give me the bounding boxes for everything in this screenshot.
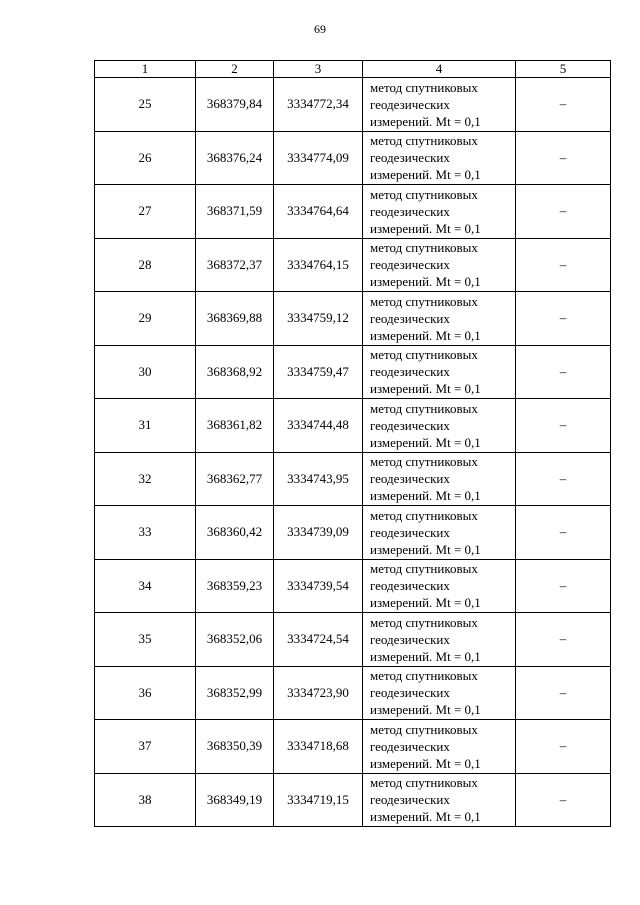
point-number-cell: 33 <box>95 506 196 560</box>
y-coordinate-cell: 3334774,09 <box>274 131 363 185</box>
y-coordinate-cell: 3334759,47 <box>274 345 363 399</box>
point-number-cell: 26 <box>95 131 196 185</box>
method-line: измерений. Mt = 0,1 <box>370 809 481 825</box>
page-number: 69 <box>314 22 326 36</box>
x-coordinate-cell: 368352,06 <box>196 613 274 667</box>
method-line: измерений. Mt = 0,1 <box>370 541 481 557</box>
note-cell: – <box>516 345 611 399</box>
point-number-cell: 36 <box>95 666 196 720</box>
note-cell: – <box>516 78 611 132</box>
table-row <box>95 506 611 560</box>
method-line: метод спутниковых <box>370 293 478 309</box>
x-coordinate-cell: 368371,59 <box>196 185 274 239</box>
method-line: геодезических <box>370 471 450 487</box>
table-body <box>95 78 611 827</box>
method-line: измерений. Mt = 0,1 <box>370 648 481 664</box>
method-line: метод спутниковых <box>370 507 478 523</box>
point-number-cell: 37 <box>95 720 196 774</box>
method-line: метод спутниковых <box>370 614 478 630</box>
table-row <box>95 78 611 132</box>
y-coordinate-cell: 3334724,54 <box>274 613 363 667</box>
table-row <box>95 185 611 239</box>
method-line: геодезических <box>370 257 450 273</box>
method-line: геодезических <box>370 310 450 326</box>
method-cell <box>363 666 516 720</box>
method-line: метод спутниковых <box>370 775 478 791</box>
x-coordinate-cell: 368359,23 <box>196 559 274 613</box>
column-header-2: 2 <box>196 61 274 78</box>
method-cell <box>363 452 516 506</box>
method-line: метод спутниковых <box>370 186 478 202</box>
method-line: метод спутниковых <box>370 79 478 95</box>
method-cell <box>363 773 516 827</box>
note-cell: – <box>516 720 611 774</box>
note-cell: – <box>516 452 611 506</box>
x-coordinate-cell: 368350,39 <box>196 720 274 774</box>
point-number-cell: 38 <box>95 773 196 827</box>
point-number-cell: 28 <box>95 238 196 292</box>
method-line: геодезических <box>370 417 450 433</box>
column-header-3: 3 <box>274 61 363 78</box>
table-row <box>95 773 611 827</box>
point-number-cell: 30 <box>95 345 196 399</box>
point-number-cell: 32 <box>95 452 196 506</box>
table-row <box>95 452 611 506</box>
method-cell <box>363 292 516 346</box>
method-line: измерений. Mt = 0,1 <box>370 488 481 504</box>
note-cell: – <box>516 399 611 453</box>
method-cell <box>363 506 516 560</box>
y-coordinate-cell: 3334739,54 <box>274 559 363 613</box>
x-coordinate-cell: 368369,88 <box>196 292 274 346</box>
method-line: геодезических <box>370 96 450 112</box>
table-row <box>95 345 611 399</box>
method-line: геодезических <box>370 631 450 647</box>
x-coordinate-cell: 368368,92 <box>196 345 274 399</box>
method-line: геодезических <box>370 578 450 594</box>
table-row <box>95 559 611 613</box>
method-cell <box>363 399 516 453</box>
method-line: измерений. Mt = 0,1 <box>370 274 481 290</box>
method-line: измерений. Mt = 0,1 <box>370 755 481 771</box>
y-coordinate-cell: 3334719,15 <box>274 773 363 827</box>
method-cell <box>363 131 516 185</box>
note-cell: – <box>516 559 611 613</box>
method-line: измерений. Mt = 0,1 <box>370 595 481 611</box>
x-coordinate-cell: 368352,99 <box>196 666 274 720</box>
note-cell: – <box>516 666 611 720</box>
method-line: метод спутниковых <box>370 454 478 470</box>
method-line: измерений. Mt = 0,1 <box>370 167 481 183</box>
y-coordinate-cell: 3334723,90 <box>274 666 363 720</box>
point-number-cell: 34 <box>95 559 196 613</box>
note-cell: – <box>516 506 611 560</box>
y-coordinate-cell: 3334764,64 <box>274 185 363 239</box>
method-line: метод спутниковых <box>370 400 478 416</box>
y-coordinate-cell: 3334744,48 <box>274 399 363 453</box>
method-line: измерений. Mt = 0,1 <box>370 381 481 397</box>
method-line: измерений. Mt = 0,1 <box>370 434 481 450</box>
method-line: измерений. Mt = 0,1 <box>370 327 481 343</box>
table-row <box>95 666 611 720</box>
method-cell <box>363 345 516 399</box>
column-header-1: 1 <box>95 61 196 78</box>
method-line: измерений. Mt = 0,1 <box>370 220 481 236</box>
method-line: измерений. Mt = 0,1 <box>370 113 481 129</box>
point-number-cell: 31 <box>95 399 196 453</box>
table-row <box>95 399 611 453</box>
method-cell <box>363 185 516 239</box>
method-cell <box>363 613 516 667</box>
method-line: геодезических <box>370 203 450 219</box>
column-header-4: 4 <box>363 61 516 78</box>
method-line: геодезических <box>370 524 450 540</box>
note-cell: – <box>516 131 611 185</box>
method-line: измерений. Mt = 0,1 <box>370 702 481 718</box>
point-number-cell: 35 <box>95 613 196 667</box>
point-number-cell: 27 <box>95 185 196 239</box>
method-line: метод спутниковых <box>370 561 478 577</box>
method-cell <box>363 78 516 132</box>
method-cell <box>363 238 516 292</box>
x-coordinate-cell: 368372,37 <box>196 238 274 292</box>
point-number-cell: 29 <box>95 292 196 346</box>
x-coordinate-cell: 368361,82 <box>196 399 274 453</box>
x-coordinate-cell: 368360,42 <box>196 506 274 560</box>
table-header-row <box>95 61 611 78</box>
y-coordinate-cell: 3334718,68 <box>274 720 363 774</box>
x-coordinate-cell: 368376,24 <box>196 131 274 185</box>
method-line: геодезических <box>370 792 450 808</box>
method-line: метод спутниковых <box>370 240 478 256</box>
y-coordinate-cell: 3334764,15 <box>274 238 363 292</box>
method-cell <box>363 720 516 774</box>
note-cell: – <box>516 773 611 827</box>
y-coordinate-cell: 3334739,09 <box>274 506 363 560</box>
note-cell: – <box>516 238 611 292</box>
table-row <box>95 292 611 346</box>
method-cell <box>363 559 516 613</box>
column-header-5: 5 <box>516 61 611 78</box>
y-coordinate-cell: 3334743,95 <box>274 452 363 506</box>
method-line: метод спутниковых <box>370 721 478 737</box>
method-line: метод спутниковых <box>370 347 478 363</box>
point-number-cell: 25 <box>95 78 196 132</box>
coordinates-table <box>94 60 611 827</box>
y-coordinate-cell: 3334772,34 <box>274 78 363 132</box>
x-coordinate-cell: 368379,84 <box>196 78 274 132</box>
method-line: метод спутниковых <box>370 668 478 684</box>
method-line: геодезических <box>370 364 450 380</box>
table-row <box>95 131 611 185</box>
table-row <box>95 613 611 667</box>
y-coordinate-cell: 3334759,12 <box>274 292 363 346</box>
method-line: геодезических <box>370 150 450 166</box>
method-line: метод спутниковых <box>370 133 478 149</box>
table-row <box>95 238 611 292</box>
table-row <box>95 720 611 774</box>
x-coordinate-cell: 368362,77 <box>196 452 274 506</box>
note-cell: – <box>516 613 611 667</box>
method-line: геодезических <box>370 685 450 701</box>
x-coordinate-cell: 368349,19 <box>196 773 274 827</box>
note-cell: – <box>516 185 611 239</box>
note-cell: – <box>516 292 611 346</box>
method-line: геодезических <box>370 738 450 754</box>
